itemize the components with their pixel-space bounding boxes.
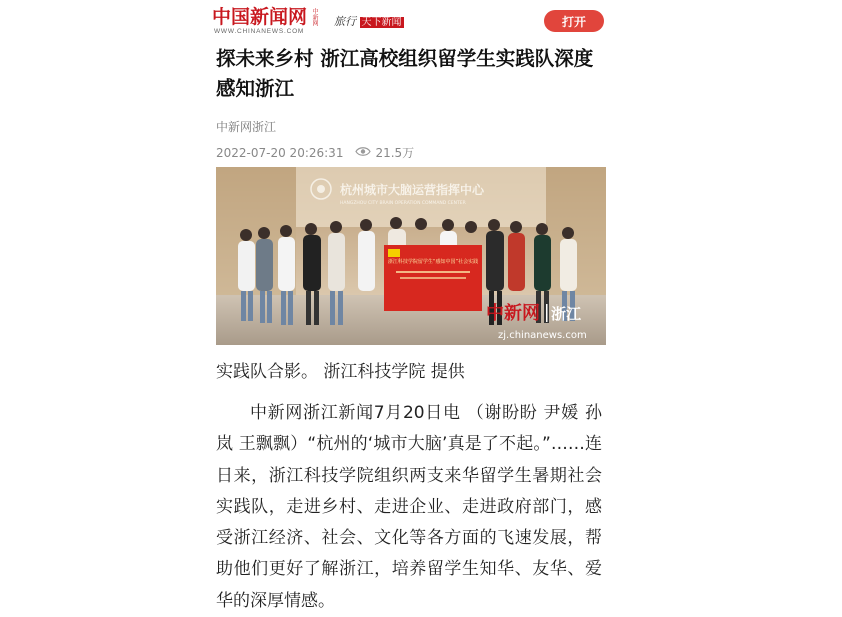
view-count: 21.5万 (375, 146, 415, 160)
banner-text: 浙江科技学院留学生“感知中国”社会实践 (387, 259, 479, 265)
article-body: 中新网浙江新闻7月20日电 （谢盼盼 尹媛 孙岚 王飘飘）“杭州的‘城市大脑’真是了不起。”……连日来，浙江科技学院组织两支来华留学生暑期社会实践队，走进乡村、走进企业、走进政府部门，感受浙江经济、社会、文化等各方面的飞速发展，帮助他们更好了解浙江，培养留学生知华、友华、爱华的深厚情感。 (216, 403, 602, 611)
open-app-button[interactable]: 打开 (544, 10, 604, 32)
logo-text: 中国新闻网 (212, 6, 308, 28)
photo-caption: 实践队合影。 浙江科技学院 提供 (216, 362, 465, 382)
slogan (334, 13, 404, 29)
eye-icon (355, 146, 371, 160)
article-source[interactable]: 中新网浙江 (216, 120, 277, 134)
header-bar (212, 4, 608, 35)
slogan-prefix: 旅行 (334, 15, 356, 28)
watermark-cn: 中新网 (486, 303, 540, 324)
logo-domain: WWW.CHINANEWS.COM (214, 28, 305, 35)
logo-subtext: 中新网 (311, 8, 318, 26)
building-sign: 杭州城市大脑运营指挥中心 (340, 183, 485, 197)
site-logo[interactable] (212, 6, 307, 36)
article-title: 探未来乡村 浙江高校组织留学生实践队深度感知浙江 (216, 47, 594, 100)
watermark-region: 浙江 (551, 305, 582, 323)
article-meta (216, 144, 414, 161)
slogan-highlight: 天下新闻 (361, 17, 402, 28)
watermark-url: zj.chinanews.com (498, 330, 587, 341)
article-photo[interactable] (216, 167, 606, 345)
publish-datetime: 2022-07-20 20:26:31 (216, 145, 344, 160)
building-sign-en: HANGZHOU CITY BRAIN OPERATION COMMAND CENTER (340, 201, 466, 206)
